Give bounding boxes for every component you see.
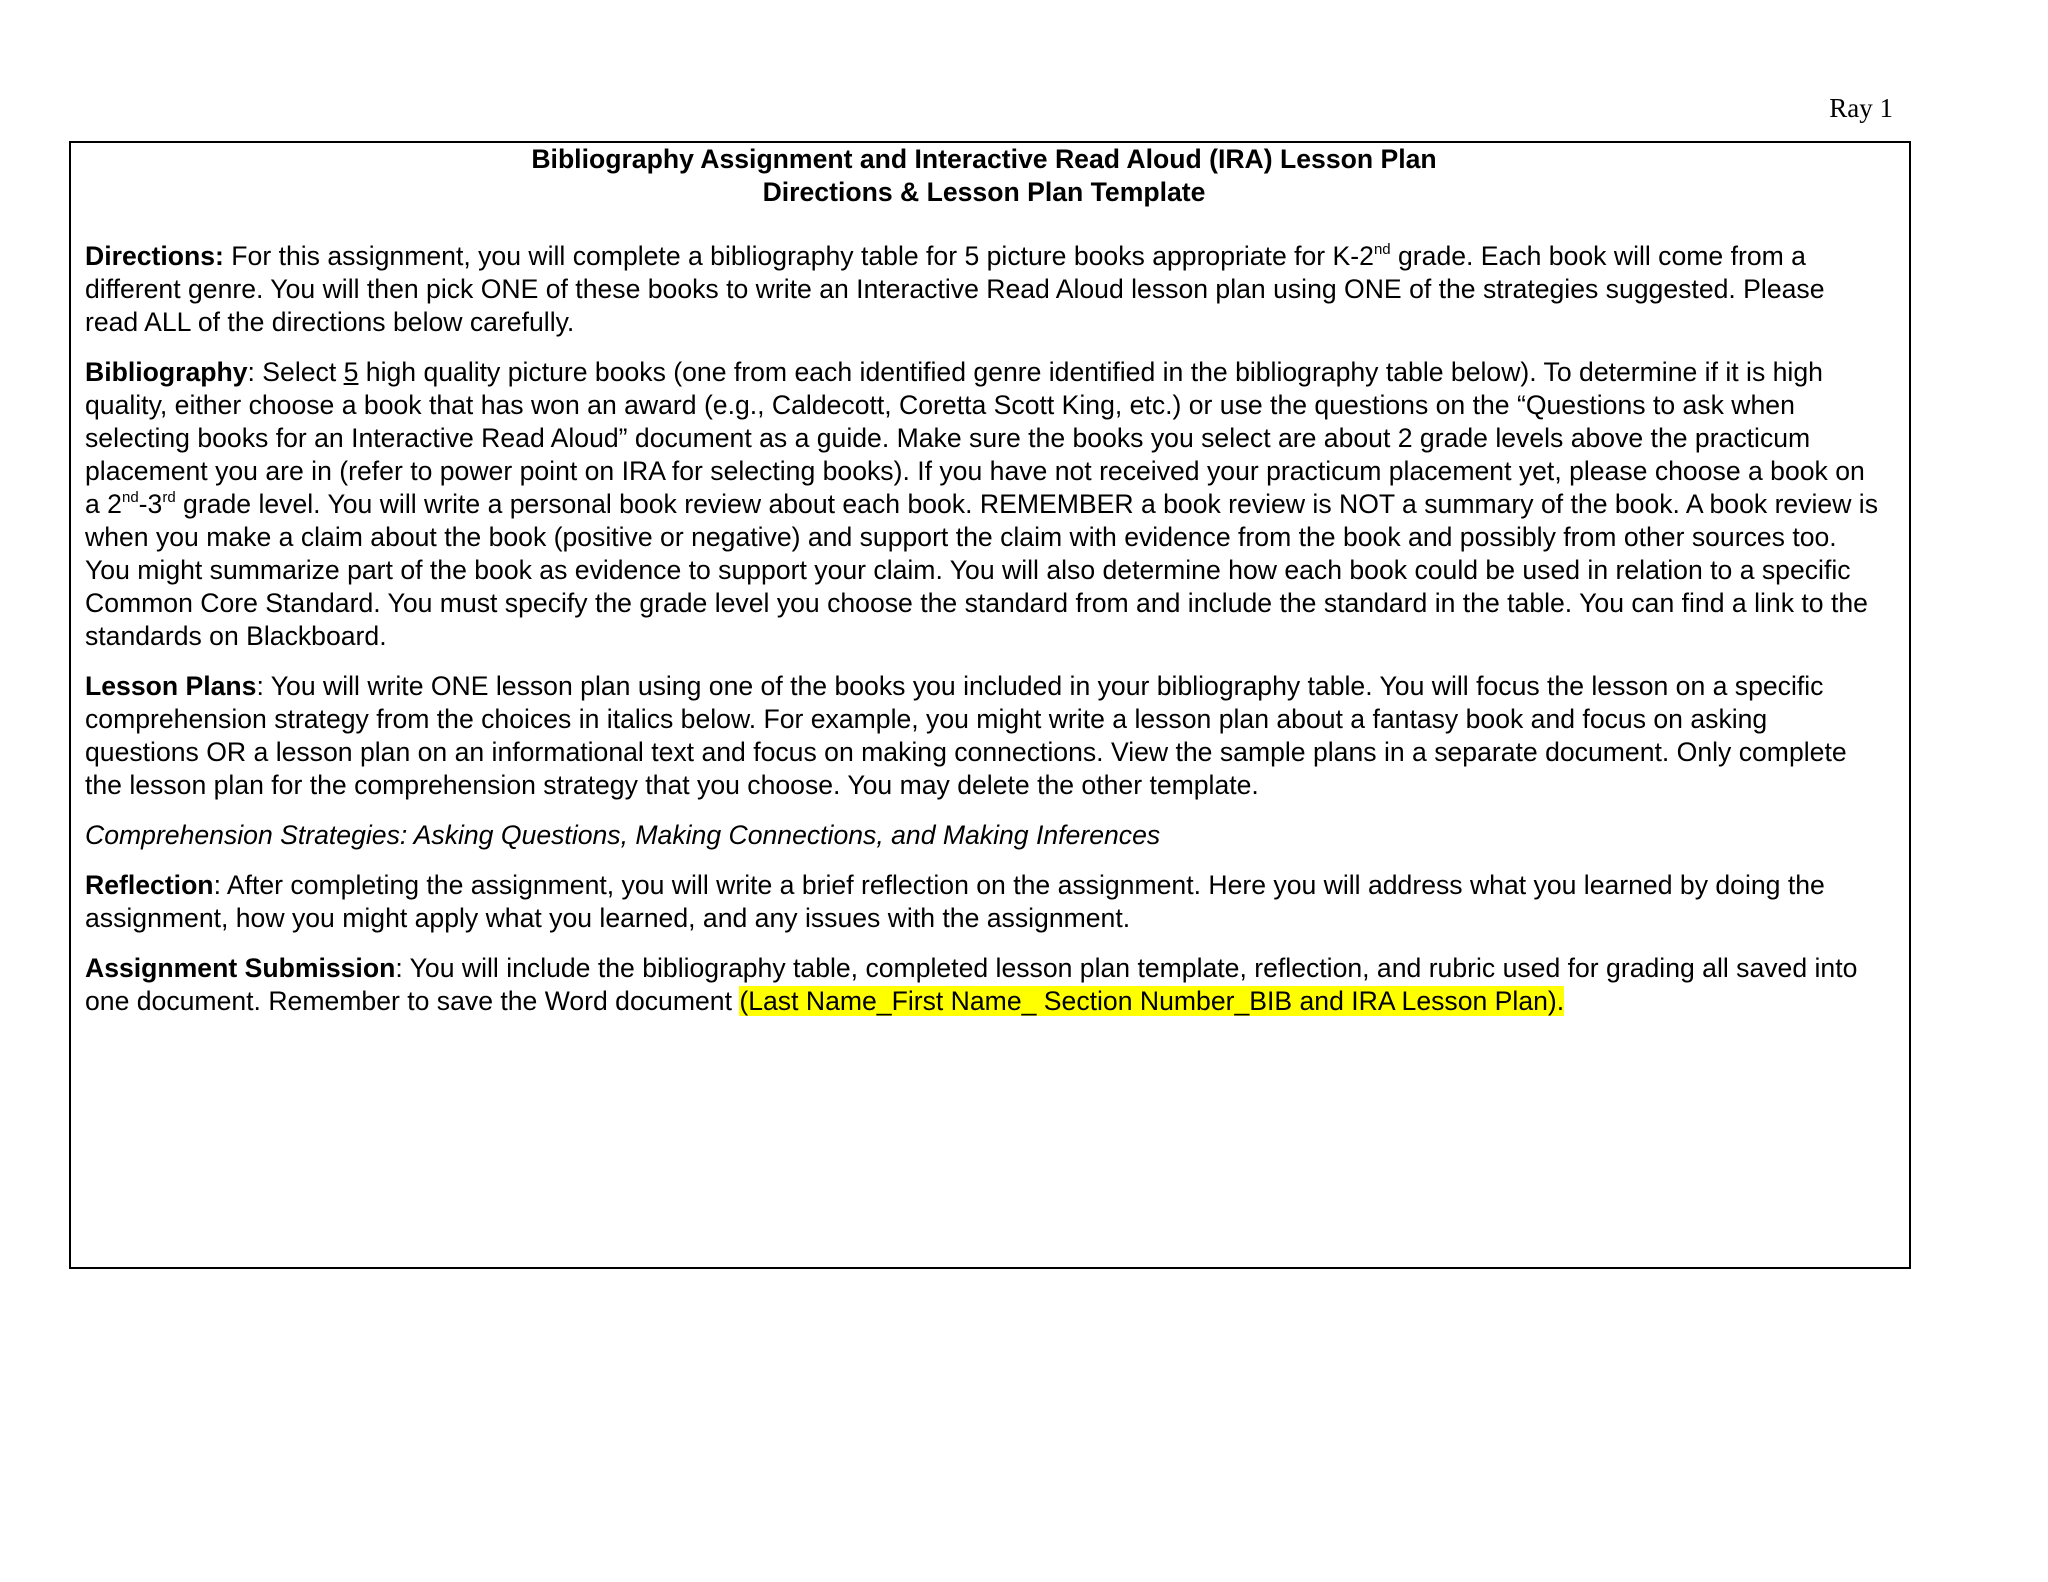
reflection-text: : After completing the assignment, you will write a brief reflection on the assignment. Here you will address what you learned by doing the assignment, how you might apply what you learned, and any issues with the assignment.	[85, 870, 1825, 933]
title-line-1: Bibliography Assignment and Interactive Read Aloud (IRA) Lesson Plan	[531, 144, 1437, 174]
bibliography-sup-1: nd	[121, 489, 139, 506]
directions-label: Directions:	[85, 241, 224, 271]
bibliography-sup-2: rd	[162, 489, 176, 506]
document-title	[85, 143, 1883, 209]
submission-text: : You will include the bibliography table, completed lesson plan template, reflection, and rubric used for grading all saved into one document. Remember to save the Word document	[85, 953, 1858, 1016]
bibliography-label: Bibliography	[85, 357, 248, 387]
page-header-label: Ray 1	[1829, 93, 1893, 123]
bibliography-text-a: : Select	[247, 357, 344, 387]
directions-paragraph	[85, 240, 1883, 339]
bibliography-count: 5	[343, 357, 359, 387]
title-line-2: Directions & Lesson Plan Template	[762, 177, 1206, 207]
bibliography-text-d: grade level. You will write a personal book review about each book. REMEMBER a book review is NOT a summary of the book. A book review is when you make a claim about the book (positive or negative) and support the claim with evidence from the book and possibly from other sources too. You might summarize part of the book as evidence to support your claim. You will also determine how each book could be used in relation to a specific Common Core Standard. You must specify the grade level you choose the standard from and include the standard in the table. You can find a link to the standards on Blackboard.	[85, 489, 1879, 651]
bibliography-paragraph	[85, 356, 1883, 653]
directions-text-a: For this assignment, you will complete a bibliography table for 5 picture books appropriate for K-2	[223, 241, 1374, 271]
bibliography-text-b: high quality picture books (one from each identified genre identified in the bibliography table below). To determine if it is high quality, either choose a book that has won an award (e.g., Caldecott, Coretta Scott King, etc.) or use the questions on the “Questions to ask when selecting books for an Interactive Read Aloud” document as a guide. Make sure the books you select are about 2 grade levels above the practicum placement you are in (refer to power point on IRA for selecting books). If you have not received your practicum placement yet, please choose a book on a 2	[85, 357, 1865, 519]
reflection-label: Reflection	[85, 870, 214, 900]
file-name-highlight: (Last Name_First Name_ Section Number_BIB and IRA Lesson Plan).	[739, 986, 1565, 1016]
reflection-paragraph	[85, 869, 1883, 935]
directions-box	[69, 141, 1911, 1269]
directions-text-b: grade. Each book will come from a different genre. You will then pick ONE of these books to write an Interactive Read Aloud lesson plan using ONE of the strategies suggested. Please read ALL of the directions below carefully.	[85, 241, 1825, 337]
lesson-plans-text: : You will write ONE lesson plan using one of the books you included in your bibliography table. You will focus the lesson on a specific comprehension strategy from the choices in italics below. For example, you might write a lesson plan about a fantasy book and focus on asking questions OR a lesson plan on an informational text and focus on making connections. View the sample plans in a separate document. Only complete the lesson plan for the comprehension strategy that you choose. You may delete the other template.	[85, 671, 1847, 800]
lesson-plans-label: Lesson Plans	[85, 671, 257, 701]
submission-label: Assignment Submission	[85, 953, 396, 983]
submission-paragraph	[85, 952, 1883, 1018]
lesson-plans-paragraph	[85, 670, 1883, 802]
bibliography-text-c: -3	[138, 489, 163, 519]
strategies-paragraph: Comprehension Strategies: Asking Questions, Making Connections, and Making Inferences	[85, 820, 1161, 850]
directions-sup: nd	[1373, 241, 1391, 258]
